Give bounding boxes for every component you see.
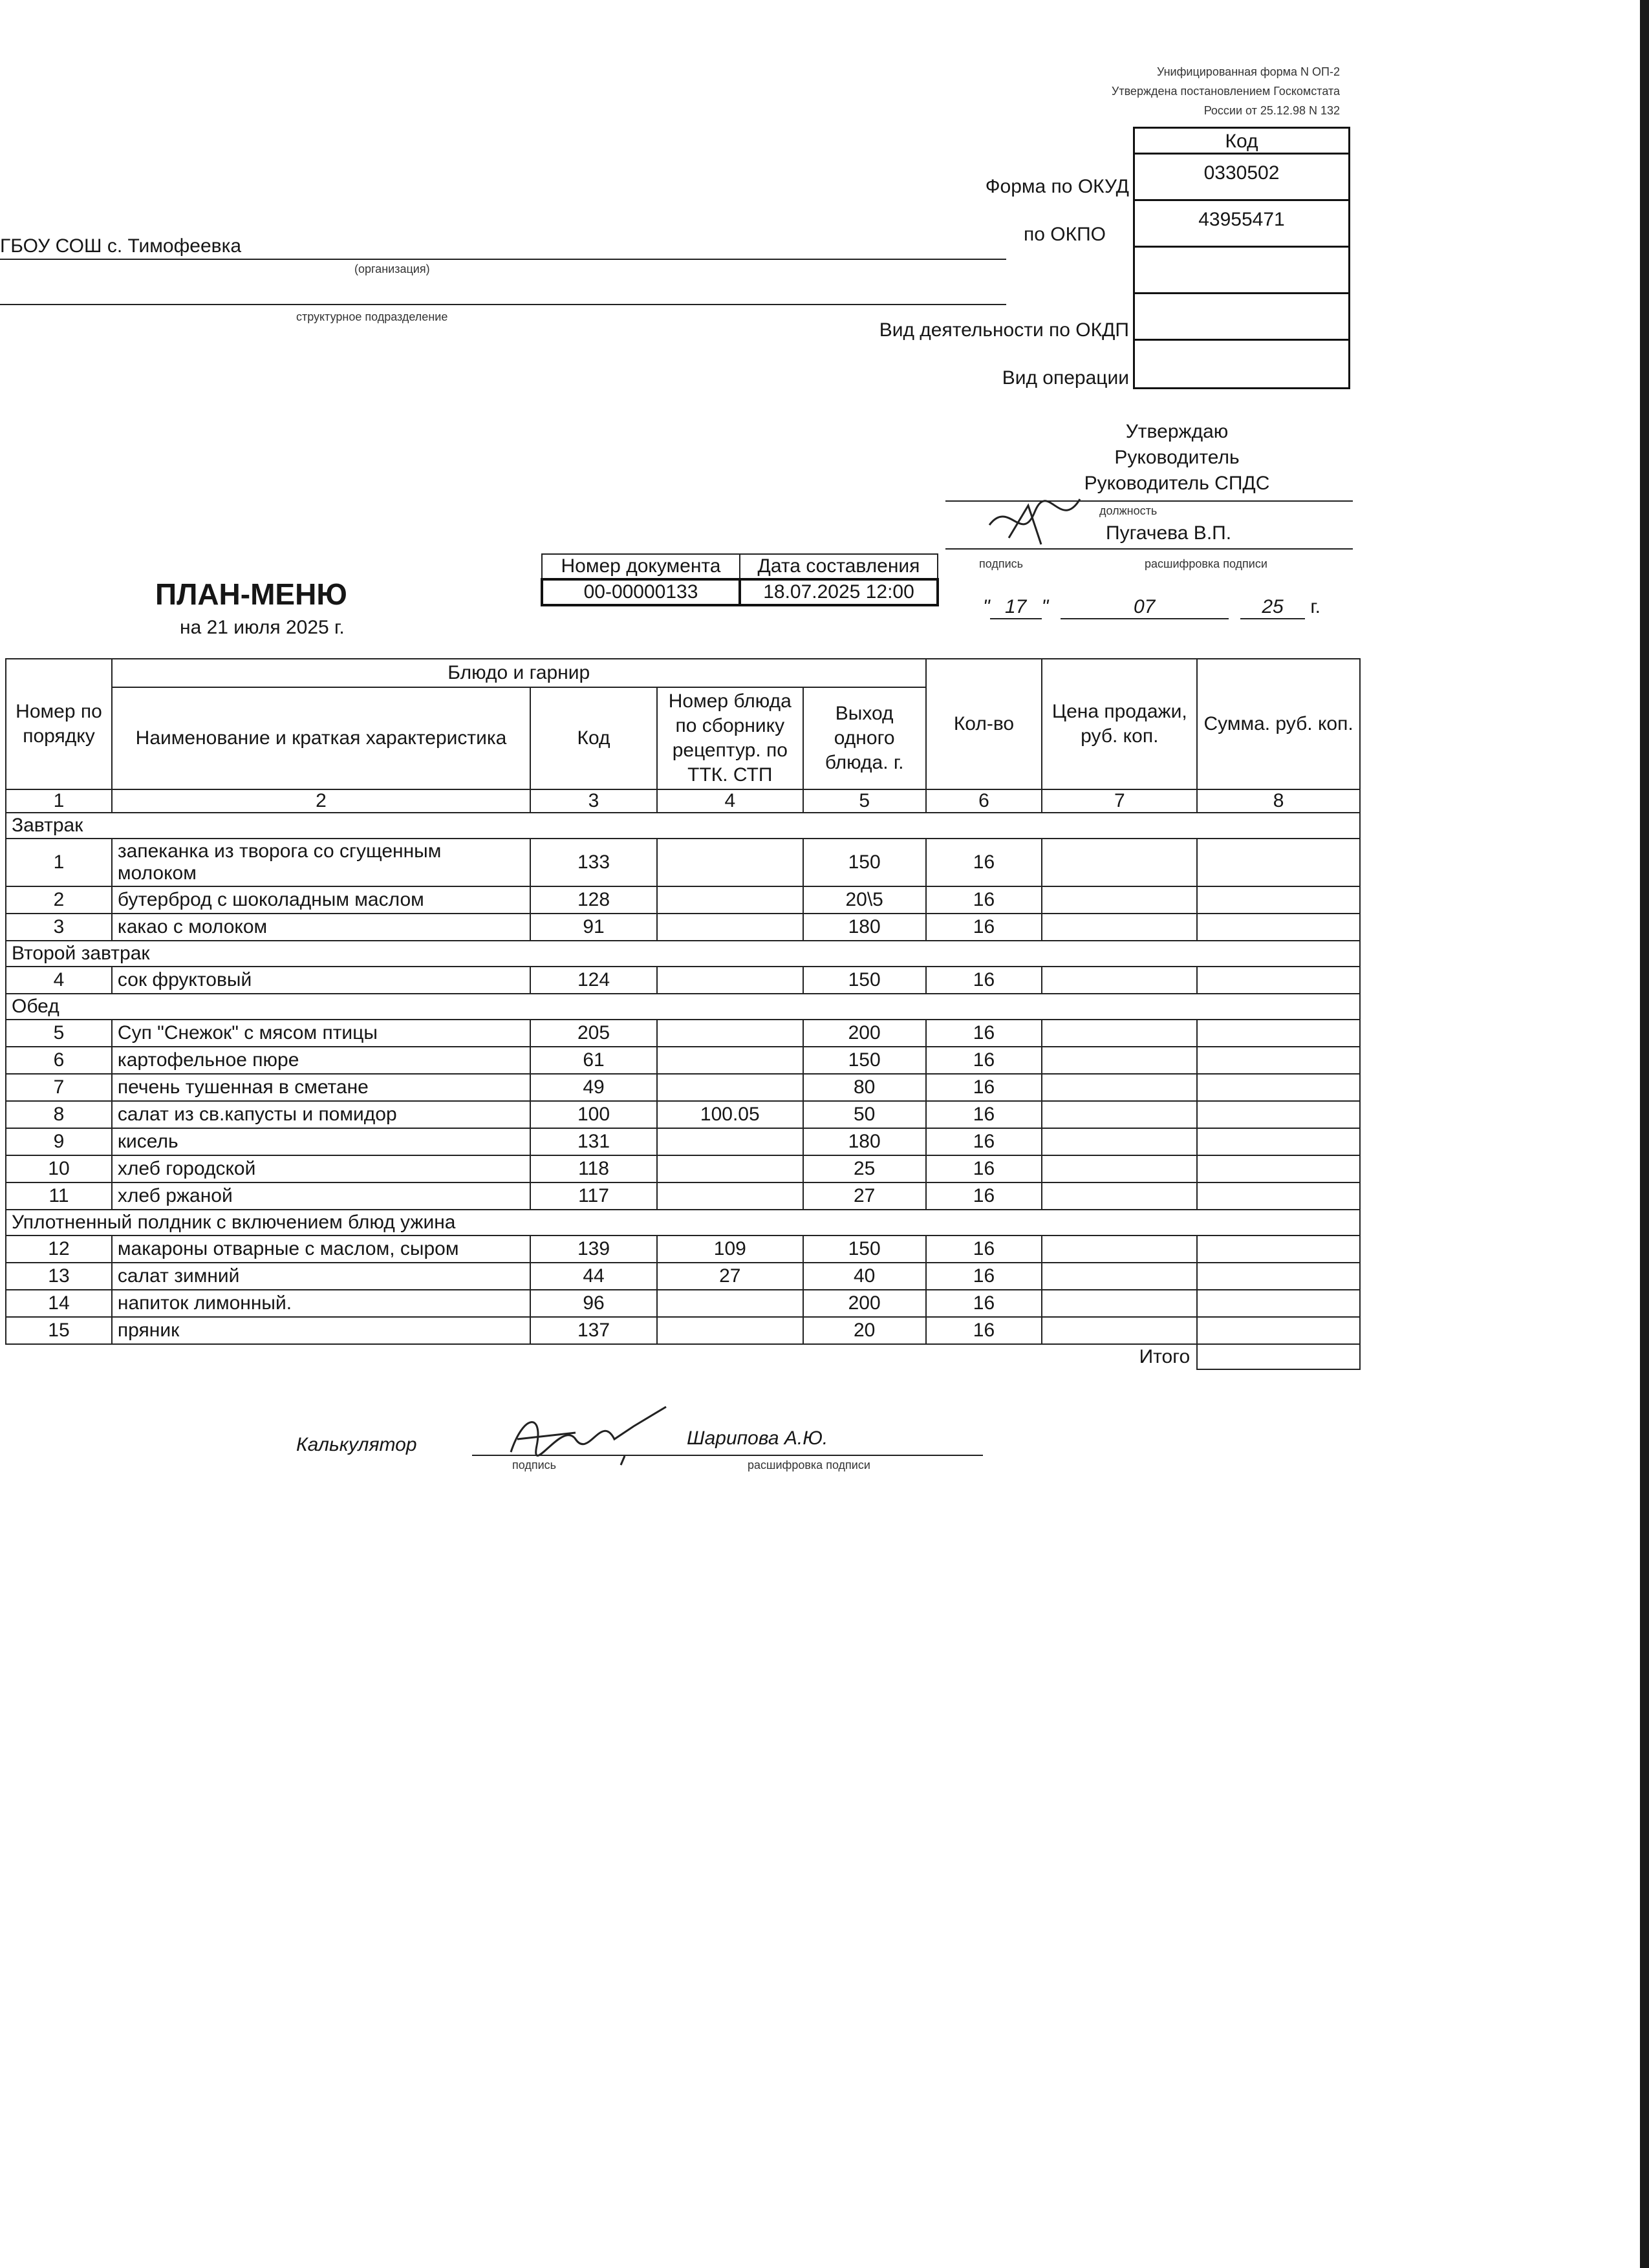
okpo-value: 43955471 bbox=[1135, 201, 1348, 248]
section-title: Второй завтрак bbox=[6, 941, 1360, 967]
dish-sum bbox=[1197, 914, 1360, 941]
dish-price bbox=[1042, 1101, 1197, 1128]
dish-code: 133 bbox=[530, 839, 657, 886]
dish-yield: 150 bbox=[803, 967, 926, 994]
dish-code: 61 bbox=[530, 1047, 657, 1074]
document-number-box bbox=[541, 553, 939, 606]
col-header-code: Код bbox=[530, 687, 657, 789]
dish-price bbox=[1042, 1155, 1197, 1182]
dish-yield: 20\5 bbox=[803, 886, 926, 914]
dish-qty: 16 bbox=[926, 1182, 1042, 1210]
dish-price bbox=[1042, 1128, 1197, 1155]
okud-value: 0330502 bbox=[1135, 155, 1348, 201]
dish-price bbox=[1042, 914, 1197, 941]
row-number: 6 bbox=[6, 1047, 112, 1074]
form-header-line-3: России от 25.12.98 N 132 bbox=[1203, 104, 1340, 117]
col-header-qty: Кол-во bbox=[926, 659, 1042, 789]
row-number: 15 bbox=[6, 1317, 112, 1344]
dish-name: бутерброд с шоколадным маслом bbox=[112, 886, 530, 914]
dish-sum bbox=[1197, 1047, 1360, 1074]
col-index: 4 bbox=[657, 789, 803, 813]
organization-line bbox=[0, 259, 1006, 260]
row-number: 4 bbox=[6, 967, 112, 994]
approver-line bbox=[945, 548, 1353, 550]
table-row bbox=[6, 1236, 1360, 1263]
row-number: 9 bbox=[6, 1128, 112, 1155]
recipe-number bbox=[657, 914, 803, 941]
dish-qty: 16 bbox=[926, 1020, 1042, 1047]
col-index: 3 bbox=[530, 789, 657, 813]
dish-code: 91 bbox=[530, 914, 657, 941]
approval-date-month: 07 bbox=[1061, 596, 1229, 619]
dish-price bbox=[1042, 1074, 1197, 1101]
okud-label: Форма по ОКУД bbox=[985, 176, 1129, 197]
table-row bbox=[6, 1047, 1360, 1074]
dish-name: картофельное пюре bbox=[112, 1047, 530, 1074]
menu-body bbox=[6, 813, 1360, 1344]
dish-code: 128 bbox=[530, 886, 657, 914]
dish-qty: 16 bbox=[926, 967, 1042, 994]
approval-date-day: 17 bbox=[990, 596, 1042, 619]
table-row bbox=[6, 1317, 1360, 1344]
recipe-number bbox=[657, 1317, 803, 1344]
dish-name: какао с молоком bbox=[112, 914, 530, 941]
dish-yield: 200 bbox=[803, 1020, 926, 1047]
menu-table bbox=[5, 658, 1361, 1370]
recipe-number bbox=[657, 1128, 803, 1155]
empty-code-cell bbox=[1135, 248, 1348, 294]
approver-name: Пугачева В.П. bbox=[1106, 522, 1232, 544]
calculator-signature-caption: подпись bbox=[512, 1459, 557, 1471]
dish-sum bbox=[1197, 1101, 1360, 1128]
dish-name: сок фруктовый bbox=[112, 967, 530, 994]
approver-name-caption: расшифровка подписи bbox=[1145, 557, 1267, 570]
recipe-number bbox=[657, 1047, 803, 1074]
approval-date: " 17 " 07 25 г. bbox=[983, 596, 1320, 619]
dish-sum bbox=[1197, 1020, 1360, 1047]
dish-price bbox=[1042, 1263, 1197, 1290]
dish-name: печень тушенная в сметане bbox=[112, 1074, 530, 1101]
recipe-number bbox=[657, 839, 803, 886]
recipe-number bbox=[657, 886, 803, 914]
table-row bbox=[6, 839, 1360, 886]
table-row bbox=[6, 886, 1360, 914]
dish-sum bbox=[1197, 1263, 1360, 1290]
row-number: 1 bbox=[6, 839, 112, 886]
dish-qty: 16 bbox=[926, 1047, 1042, 1074]
table-row bbox=[6, 1128, 1360, 1155]
calculator-name: Шарипова А.Ю. bbox=[687, 1428, 828, 1449]
section-row bbox=[6, 813, 1360, 839]
dish-sum bbox=[1197, 1290, 1360, 1317]
dish-price bbox=[1042, 886, 1197, 914]
dish-yield: 80 bbox=[803, 1074, 926, 1101]
table-row bbox=[6, 1182, 1360, 1210]
organization-name: ГБОУ СОШ с. Тимофеевка bbox=[0, 235, 242, 257]
dish-sum bbox=[1197, 1236, 1360, 1263]
dish-code: 96 bbox=[530, 1290, 657, 1317]
dish-code: 124 bbox=[530, 967, 657, 994]
dish-price bbox=[1042, 967, 1197, 994]
col-index: 1 bbox=[6, 789, 112, 813]
okdp-label: Вид деятельности по ОКДП bbox=[879, 319, 1129, 341]
dish-code: 100 bbox=[530, 1101, 657, 1128]
recipe-number bbox=[657, 1182, 803, 1210]
col-index: 8 bbox=[1197, 789, 1360, 813]
document-number-header: Номер документа bbox=[542, 554, 740, 579]
row-number: 14 bbox=[6, 1290, 112, 1317]
row-number: 3 bbox=[6, 914, 112, 941]
table-row bbox=[6, 1101, 1360, 1128]
approve-position: Руководитель СПДС bbox=[1084, 473, 1270, 494]
organization-caption: (организация) bbox=[354, 262, 430, 275]
table-row bbox=[6, 1074, 1360, 1101]
dish-code: 139 bbox=[530, 1236, 657, 1263]
dish-name: пряник bbox=[112, 1317, 530, 1344]
calculator-line bbox=[472, 1455, 983, 1456]
calculator-name-caption: расшифровка подписи bbox=[748, 1459, 870, 1471]
section-row bbox=[6, 941, 1360, 967]
dish-sum bbox=[1197, 886, 1360, 914]
row-number: 11 bbox=[6, 1182, 112, 1210]
dish-price bbox=[1042, 1290, 1197, 1317]
col-header-name: Наименование и краткая характеристика bbox=[112, 687, 530, 789]
document-number-value: 00-00000133 bbox=[542, 579, 740, 605]
approve-text: Утверждаю bbox=[1125, 421, 1229, 442]
dish-yield: 20 bbox=[803, 1317, 926, 1344]
document-title: ПЛАН-МЕНЮ bbox=[155, 577, 347, 611]
section-title: Уплотненный полдник с включением блюд ужина bbox=[6, 1210, 1360, 1236]
form-header bbox=[905, 62, 1340, 120]
dish-code: 117 bbox=[530, 1182, 657, 1210]
code-header: Код bbox=[1135, 129, 1348, 155]
dish-name: салат зимний bbox=[112, 1263, 530, 1290]
dish-yield: 40 bbox=[803, 1263, 926, 1290]
recipe-number bbox=[657, 1290, 803, 1317]
col-header-recipe: Номер блюда по сборнику рецептур. по ТТК. СТП bbox=[657, 687, 803, 789]
dish-code: 44 bbox=[530, 1263, 657, 1290]
operation-value bbox=[1135, 341, 1348, 387]
total-row bbox=[6, 1344, 1360, 1369]
document-date-header: Дата составления bbox=[740, 554, 938, 579]
dish-qty: 16 bbox=[926, 1074, 1042, 1101]
recipe-number: 27 bbox=[657, 1263, 803, 1290]
calculator-label: Калькулятор bbox=[296, 1434, 417, 1455]
col-index: 6 bbox=[926, 789, 1042, 813]
section-row bbox=[6, 994, 1360, 1020]
column-index-row bbox=[6, 789, 1360, 813]
dish-qty: 16 bbox=[926, 1263, 1042, 1290]
dish-qty: 16 bbox=[926, 1155, 1042, 1182]
dish-code: 137 bbox=[530, 1317, 657, 1344]
section-title: Завтрак bbox=[6, 813, 1360, 839]
dish-name: салат из св.капусты и помидор bbox=[112, 1101, 530, 1128]
dish-price bbox=[1042, 1317, 1197, 1344]
table-row bbox=[6, 1290, 1360, 1317]
total-value bbox=[1197, 1344, 1360, 1369]
table-row bbox=[6, 1020, 1360, 1047]
row-number: 7 bbox=[6, 1074, 112, 1101]
table-row bbox=[6, 914, 1360, 941]
row-number: 2 bbox=[6, 886, 112, 914]
document-date-line: на 21 июля 2025 г. bbox=[180, 617, 345, 638]
recipe-number bbox=[657, 967, 803, 994]
table-row bbox=[6, 1155, 1360, 1182]
director-signature-mark bbox=[983, 486, 1086, 557]
recipe-number bbox=[657, 1020, 803, 1047]
dish-name: запеканка из творога со сгущенным молоком bbox=[112, 839, 530, 886]
position-caption: должность bbox=[1099, 504, 1158, 517]
code-box bbox=[1133, 127, 1350, 389]
dish-yield: 150 bbox=[803, 1236, 926, 1263]
scan-edge bbox=[1640, 0, 1649, 2268]
recipe-number: 100.05 bbox=[657, 1101, 803, 1128]
total-label: Итого bbox=[1139, 1346, 1191, 1367]
row-number: 8 bbox=[6, 1101, 112, 1128]
dish-yield: 180 bbox=[803, 914, 926, 941]
dish-sum bbox=[1197, 967, 1360, 994]
approve-role: Руководитель bbox=[1114, 447, 1240, 468]
dish-code: 49 bbox=[530, 1074, 657, 1101]
okpo-label: по ОКПО bbox=[1024, 224, 1106, 245]
dish-yield: 25 bbox=[803, 1155, 926, 1182]
dish-qty: 16 bbox=[926, 839, 1042, 886]
col-header-price: Цена продажи, руб. коп. bbox=[1042, 659, 1197, 789]
dish-yield: 150 bbox=[803, 839, 926, 886]
dish-yield: 27 bbox=[803, 1182, 926, 1210]
table-row bbox=[6, 1263, 1360, 1290]
col-group-header: Блюдо и гарнир bbox=[112, 659, 926, 687]
col-index: 5 bbox=[803, 789, 926, 813]
recipe-number: 109 bbox=[657, 1236, 803, 1263]
dish-qty: 16 bbox=[926, 1101, 1042, 1128]
dish-code: 118 bbox=[530, 1155, 657, 1182]
dish-qty: 16 bbox=[926, 1290, 1042, 1317]
col-header-sum: Сумма. руб. коп. bbox=[1197, 659, 1360, 789]
approver-signature-caption: подпись bbox=[979, 557, 1024, 570]
dish-price bbox=[1042, 1182, 1197, 1210]
approval-date-suffix: г. bbox=[1310, 596, 1320, 617]
col-index: 2 bbox=[112, 789, 530, 813]
dish-price bbox=[1042, 839, 1197, 886]
form-header-line-2: Утверждена постановлением Госкомстата bbox=[1111, 85, 1340, 98]
table-row bbox=[6, 967, 1360, 994]
row-number: 5 bbox=[6, 1020, 112, 1047]
dish-name: напиток лимонный. bbox=[112, 1290, 530, 1317]
dish-name: хлеб ржаной bbox=[112, 1182, 530, 1210]
row-number: 10 bbox=[6, 1155, 112, 1182]
dish-sum bbox=[1197, 1182, 1360, 1210]
division-caption: структурное подразделение bbox=[296, 310, 448, 323]
dish-sum bbox=[1197, 1317, 1360, 1344]
approval-date-year: 25 bbox=[1240, 596, 1305, 619]
dish-yield: 150 bbox=[803, 1047, 926, 1074]
dish-name: хлеб городской bbox=[112, 1155, 530, 1182]
dish-name: кисель bbox=[112, 1128, 530, 1155]
dish-name: макароны отварные с маслом, сыром bbox=[112, 1236, 530, 1263]
dish-yield: 180 bbox=[803, 1128, 926, 1155]
row-number: 13 bbox=[6, 1263, 112, 1290]
dish-qty: 16 bbox=[926, 886, 1042, 914]
section-row bbox=[6, 1210, 1360, 1236]
dish-sum bbox=[1197, 1128, 1360, 1155]
dish-qty: 16 bbox=[926, 1317, 1042, 1344]
recipe-number bbox=[657, 1155, 803, 1182]
col-index: 7 bbox=[1042, 789, 1197, 813]
approval-block bbox=[1009, 419, 1345, 497]
dish-code: 205 bbox=[530, 1020, 657, 1047]
dish-qty: 16 bbox=[926, 914, 1042, 941]
division-line bbox=[0, 304, 1006, 305]
dish-price bbox=[1042, 1236, 1197, 1263]
operation-label: Вид операции bbox=[1002, 367, 1129, 389]
dish-code: 131 bbox=[530, 1128, 657, 1155]
dish-qty: 16 bbox=[926, 1128, 1042, 1155]
dish-qty: 16 bbox=[926, 1236, 1042, 1263]
dish-name: Суп "Снежок" с мясом птицы bbox=[112, 1020, 530, 1047]
dish-price bbox=[1042, 1020, 1197, 1047]
col-header-yield: Выход одного блюда. г. bbox=[803, 687, 926, 789]
document-date-value: 18.07.2025 12:00 bbox=[740, 579, 938, 605]
okdp-value bbox=[1135, 294, 1348, 341]
dish-sum bbox=[1197, 1155, 1360, 1182]
dish-yield: 200 bbox=[803, 1290, 926, 1317]
dish-yield: 50 bbox=[803, 1101, 926, 1128]
dish-price bbox=[1042, 1047, 1197, 1074]
recipe-number bbox=[657, 1074, 803, 1101]
dish-sum bbox=[1197, 1074, 1360, 1101]
row-number: 12 bbox=[6, 1236, 112, 1263]
form-header-line-1: Унифицированная форма N ОП-2 bbox=[1156, 65, 1340, 78]
section-title: Обед bbox=[6, 994, 1360, 1020]
col-header-no: Номер по порядку bbox=[6, 659, 112, 789]
dish-sum bbox=[1197, 839, 1360, 886]
